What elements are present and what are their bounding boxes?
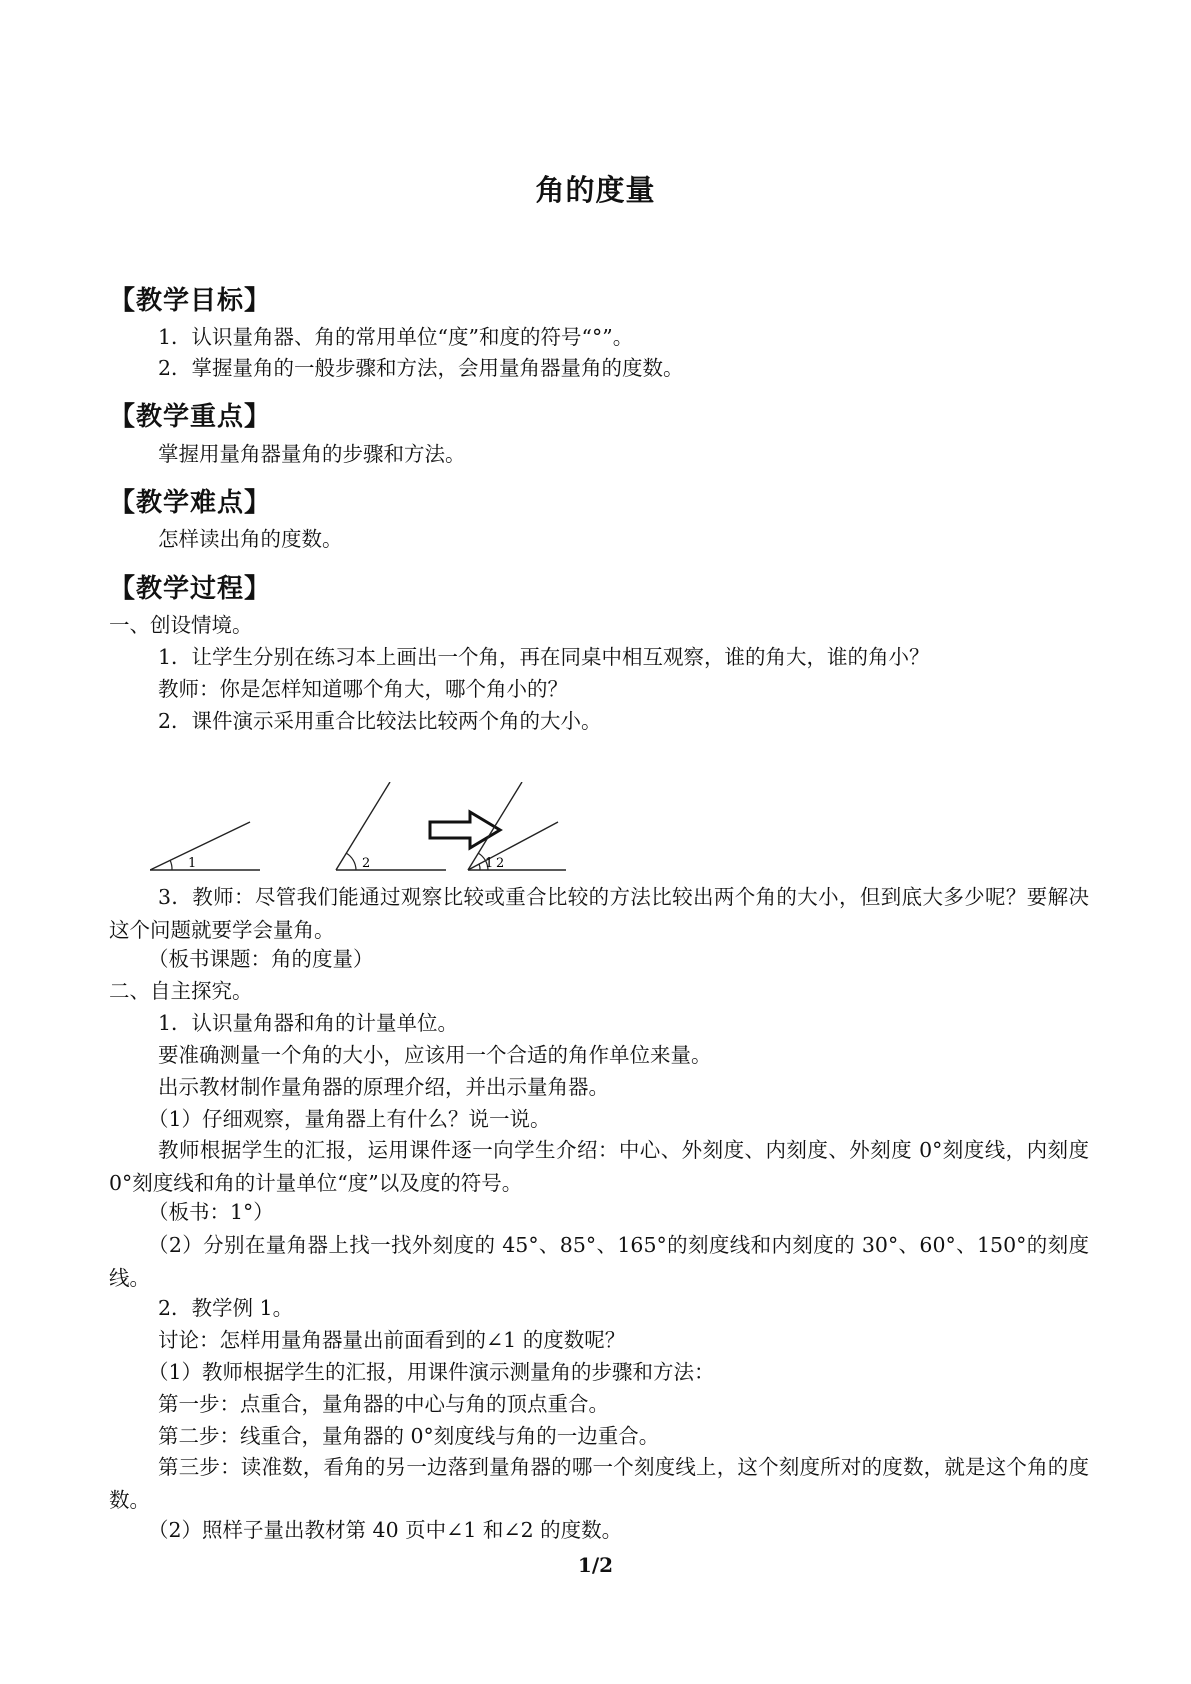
overlay-label-2: 2 (496, 856, 505, 871)
page-title: 角的度量 (535, 173, 656, 207)
part1-step1: 1．让学生分别在练习本上画出一个角，再在同桌中相互观察，谁的角大，谁的角小？ (158, 645, 930, 669)
step-two: 第二步：线重合，量角器的 0°刻度线与角的一边重合。 (158, 1424, 660, 1448)
part2-item1: 1．认识量角器和角的计量单位。 (158, 1011, 459, 1035)
part2-example1: 2．教学例 1。 (158, 1296, 294, 1320)
angle-comparison-figure (150, 782, 610, 882)
heading-objectives: 【教学目标】 (109, 286, 272, 316)
part2-title: 二、自主探究。 (109, 979, 253, 1003)
right-arrow-icon (430, 812, 500, 848)
overlay-label-1: 1 (485, 856, 494, 871)
part2-item5: 教师根据学生的汇报，运用课件逐一向学生介绍：中心、外刻度、内刻度、外刻度 0°刻度线，内刻度 0°刻度线和角的计量单位“度”以及度的符号。 (109, 1138, 1089, 1195)
heading-difficulties: 【教学难点】 (109, 488, 272, 518)
part2-practice: （2）照样子量出教材第 40 页中∠1 和∠2 的度数。 (148, 1518, 623, 1542)
part2-board-degree: （板书：1°） (148, 1200, 274, 1224)
part1-teacher-question: 教师：你是怎样知道哪个角大，哪个角小的？ (158, 677, 568, 701)
part1-board-title: （板书课题：角的度量） (148, 947, 374, 971)
part2-item2: 要准确测量一个角的大小，应该用一个合适的角作单位来量。 (158, 1043, 712, 1067)
part1-step3: 3．教师：尽管我们能通过观察比较或重合比较的方法比较出两个角的大小，但到底大多少呢？要解决这个问题就要学会量角。 (109, 885, 1089, 942)
objective-item-2: 2．掌握量角的一般步骤和方法，会用量角器量角的度数。 (158, 356, 684, 380)
key-points-text: 掌握用量角器量角的步骤和方法。 (158, 442, 466, 466)
part2-item4: （1）仔细观察，量角器上有什么？说一说。 (148, 1107, 551, 1131)
part2-demo: （1）教师根据学生的汇报，用课件演示测量角的步骤和方法： (148, 1360, 715, 1384)
step-three: 第三步：读准数，看角的另一边落到量角器的哪一个刻度线上，这个刻度所对的度数，就是这个角的度数。 (109, 1455, 1089, 1512)
step-one: 第一步：点重合，量角器的中心与角的顶点重合。 (158, 1392, 609, 1416)
part2-item3: 出示教材制作量角器的原理介绍，并出示量角器。 (158, 1075, 609, 1099)
difficulties-text: 怎样读出角的度数。 (158, 527, 343, 551)
angle-1-diagram (150, 822, 260, 871)
part2-discussion: 讨论：怎样用量角器量出前面看到的∠1 的度数呢？ (158, 1328, 626, 1352)
part2-item7: （2）分别在量角器上找一找外刻度的 45°、85°、165°的刻度线和内刻度的 30°、60°、150°的刻度线。 (109, 1233, 1089, 1290)
heading-process: 【教学过程】 (109, 574, 272, 604)
angle-1-label: 1 (188, 856, 197, 871)
angle-2-label: 2 (362, 856, 371, 871)
page-number: 1/2 (577, 1553, 614, 1577)
objective-item-1: 1．认识量角器、角的常用单位“度”和度的符号“°”。 (158, 325, 634, 349)
part1-step2: 2．课件演示采用重合比较法比较两个角的大小。 (158, 709, 602, 733)
heading-key-points: 【教学重点】 (109, 402, 272, 432)
part1-title: 一、创设情境。 (109, 613, 253, 637)
